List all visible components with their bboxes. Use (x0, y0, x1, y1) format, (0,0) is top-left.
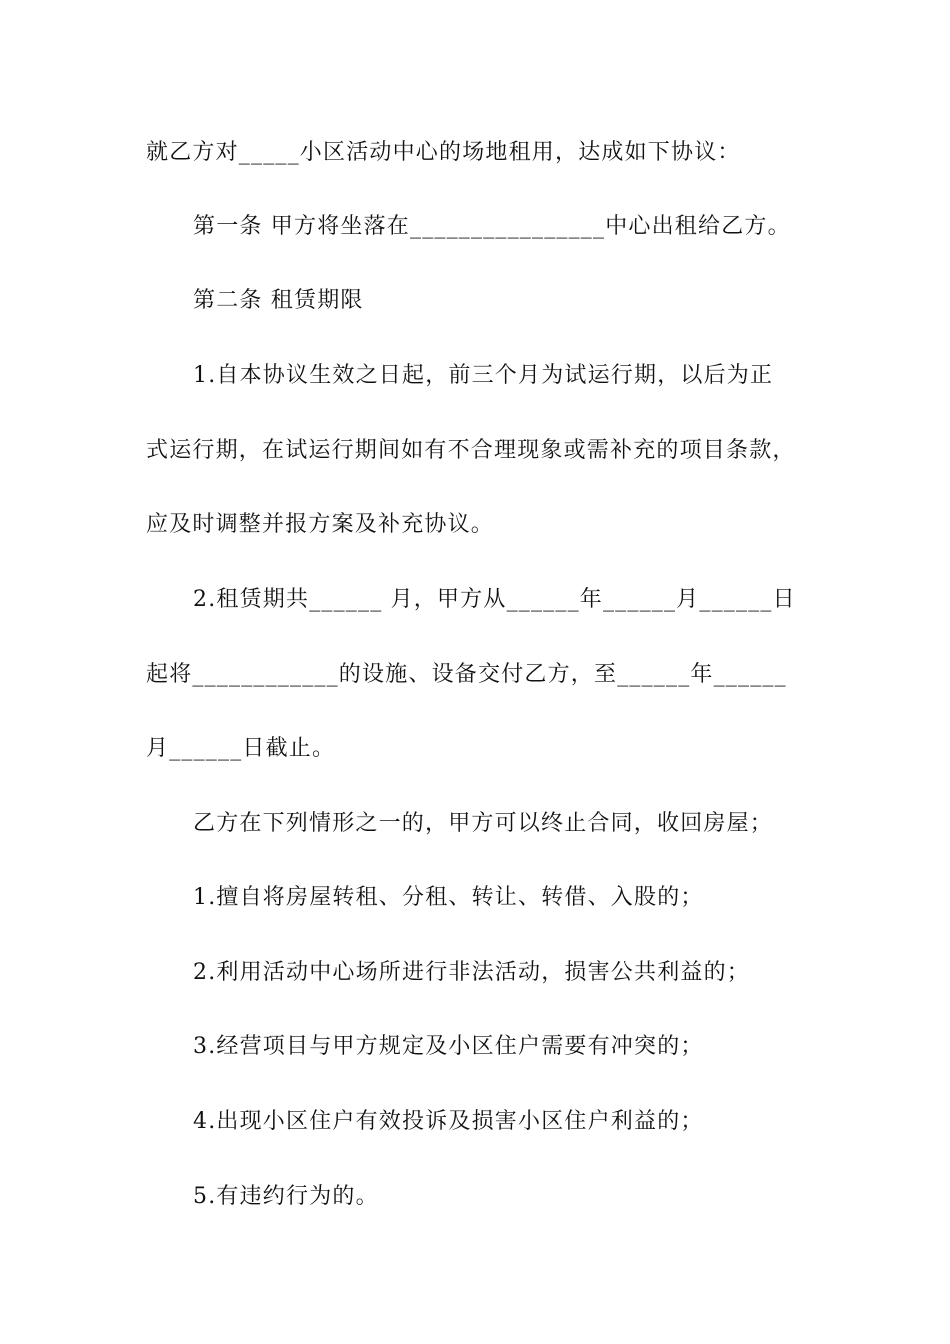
termination-item-2: 2.利用活动中心场所进行非法活动，损害公共利益的； (193, 960, 750, 985)
article-one-line: 第一条 甲方将坐落在________________中心出租给乙方。 (193, 214, 791, 239)
article-two-heading: 第二条 租赁期限 (193, 288, 364, 313)
clause-2-line-2: 起将____________的设施、设备交付乙方，至______年______ (146, 662, 787, 687)
clause-2-line-3: 月______日截止。 (146, 736, 336, 761)
clause-2-line-1: 2.租赁期共______ 月，甲方从______年______月______日 (193, 587, 796, 612)
termination-item-3: 3.经营项目与甲方规定及小区住户需要有冲突的； (193, 1034, 704, 1059)
termination-item-4: 4.出现小区住户有效投诉及损害小区住户利益的； (193, 1109, 704, 1134)
termination-item-1: 1.擅自将房屋转租、分租、转让、转借、入股的； (193, 885, 704, 910)
clause-1-line-1: 1.自本协议生效之日起，前三个月为试运行期，以后为正 (193, 363, 774, 388)
termination-item-5: 5.有违约行为的。 (193, 1184, 379, 1209)
agreement-intro-line: 就乙方对_____小区活动中心的场地租用，达成如下协议： (146, 140, 741, 165)
termination-intro-line: 乙方在下列情形之一的，甲方可以终止合同，收回房屋； (193, 811, 774, 836)
clause-1-line-2: 式运行期，在试运行期间如有不合理现象或需补充的项目条款， (146, 438, 796, 463)
clause-1-line-3: 应及时调整并报方案及补充协议。 (146, 512, 495, 537)
